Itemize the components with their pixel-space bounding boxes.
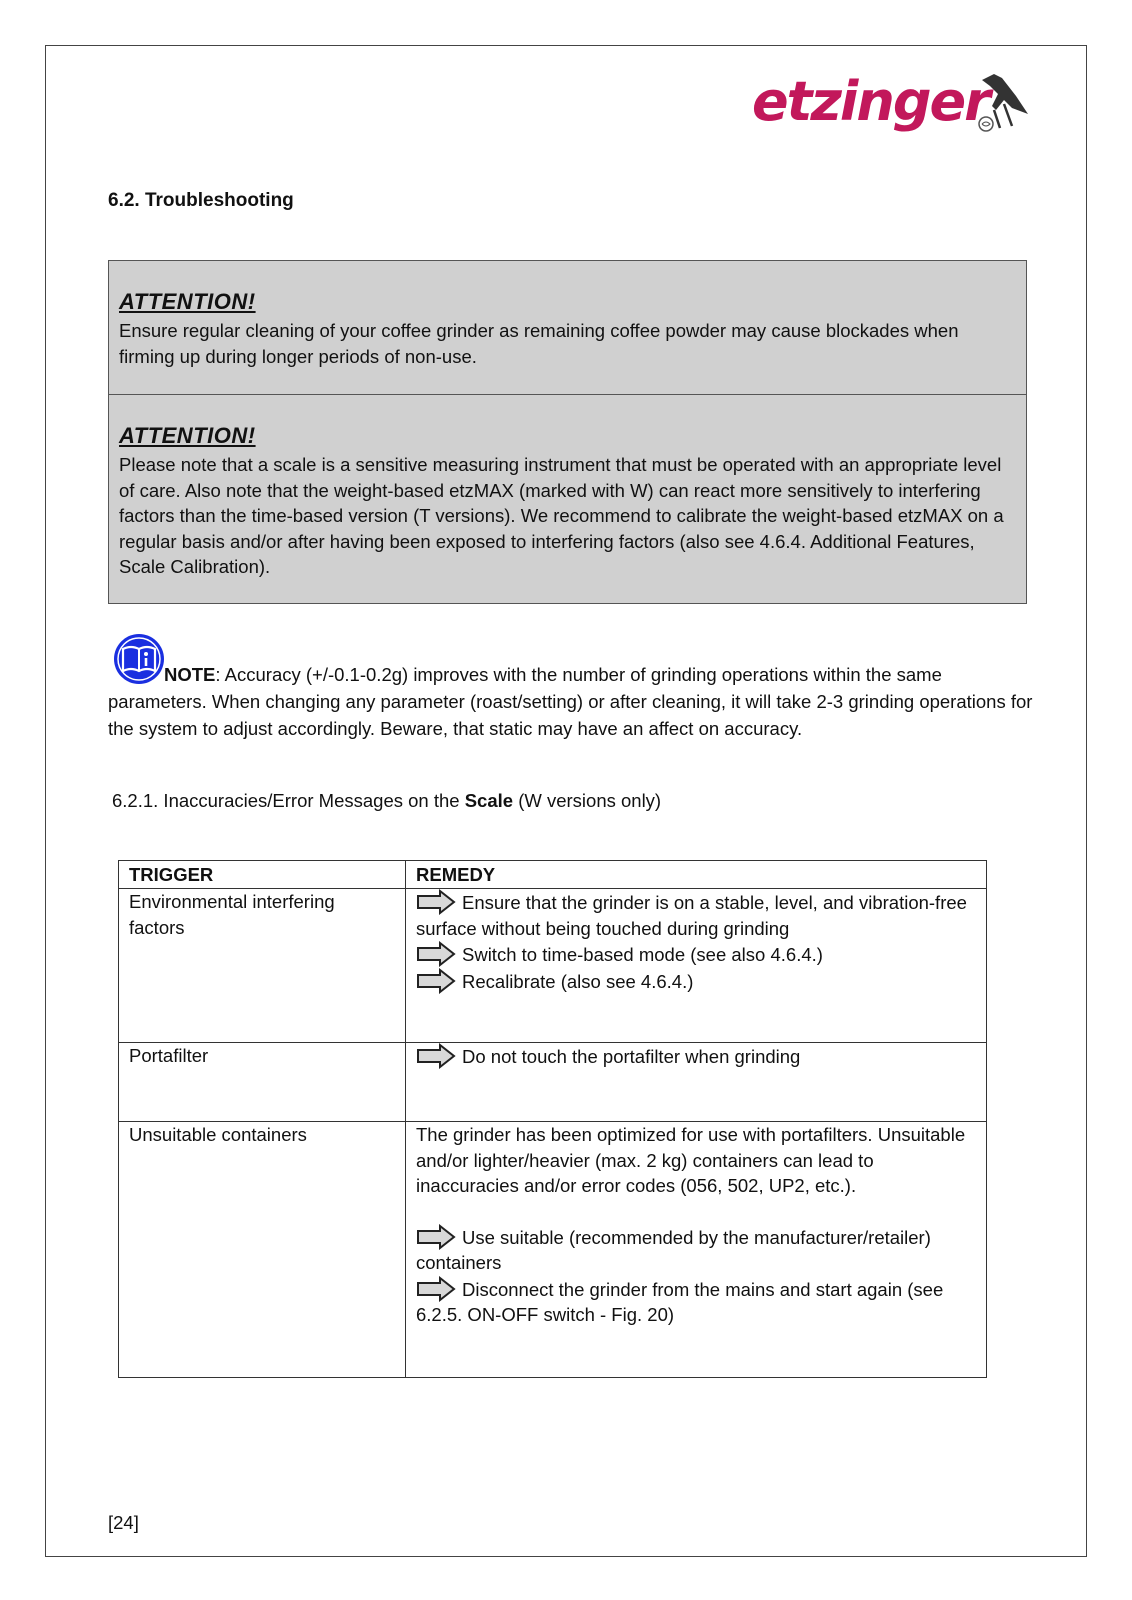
remedy-cell bbox=[406, 1043, 987, 1122]
note-text: : Accuracy (+/-0.1-0.2g) improves with the number of grinding operations within the same bbox=[215, 664, 942, 685]
table-row bbox=[119, 1043, 987, 1122]
info-book-icon bbox=[113, 633, 165, 685]
remedy-intro: The grinder has been optimized for use with portafilters. Unsuitable and/or lighter/heavier (max. 2 kg) containers can lead to inaccuracies and/or error codes (056, 502, UP2, etc.). bbox=[416, 1124, 966, 1196]
attention-text: Ensure regular cleaning of your coffee grinder as remaining coffee powder may cause blockades when firming up during longer periods of non-use. bbox=[119, 320, 959, 367]
attention-box bbox=[108, 394, 1027, 604]
remedy-item: Do not touch the portafilter when grinding bbox=[416, 1043, 976, 1070]
subsection-heading bbox=[112, 790, 661, 812]
attention-box bbox=[108, 260, 1027, 395]
trigger-cell: Portafilter bbox=[119, 1043, 406, 1122]
header-remedy: REMEDY bbox=[406, 861, 987, 889]
note-text-continued: parameters. When changing any parameter (roast/setting) or after cleaning, it will take 2-3 grinding operations for the system to adjust accordingly. Beware, that static may have an affect on accuracy. bbox=[108, 691, 1033, 739]
section-title: 6.2. Troubleshooting bbox=[108, 190, 294, 211]
remedy-item: Use suitable (recommended by the manufacturer/retailer) containers bbox=[416, 1224, 976, 1276]
table-row bbox=[119, 889, 987, 1043]
remedy-item: Recalibrate (also see 4.6.4.) bbox=[416, 968, 976, 995]
table-row bbox=[119, 1122, 987, 1378]
arrow-right-icon bbox=[416, 941, 456, 967]
troubleshooting-table bbox=[118, 860, 987, 1378]
header-trigger: TRIGGER bbox=[119, 861, 406, 889]
remedy-cell bbox=[406, 1122, 987, 1378]
attention-text: Please note that a scale is a sensitive measuring instrument that must be operated with an appropriate level of care. Also note that the weight-based etzMAX (marked with W) can react more sensitively to interfering factors than the time-based version (T versions). We recommend to calibrate the weight-based etzMAX on a regular basis and/or after having been exposed to interfering factors (also see 4.6.4. Additional Features, Scale Calibration). bbox=[119, 454, 1004, 577]
remedy-cell bbox=[406, 889, 987, 1043]
brand-logo bbox=[752, 72, 1027, 140]
remedy-item: Disconnect the grinder from the mains and start again (see 6.2.5. ON-OFF switch - Fig. 20) bbox=[416, 1276, 976, 1328]
note-label: NOTE bbox=[164, 664, 216, 685]
table-header-row bbox=[119, 861, 987, 889]
trigger-cell: Unsuitable containers bbox=[119, 1122, 406, 1378]
arrow-right-icon bbox=[416, 968, 456, 994]
subsection-suffix: (W versions only) bbox=[513, 790, 662, 811]
remedy-item: Ensure that the grinder is on a stable, level, and vibration-free surface without being touched during grinding bbox=[416, 889, 976, 941]
remedy-item: Switch to time-based mode (see also 4.6.4.) bbox=[416, 941, 976, 968]
subsection-prefix: 6.2.1. Inaccuracies/Error Messages on the bbox=[112, 790, 465, 811]
page-number: [24] bbox=[108, 1512, 139, 1533]
trigger-cell: Environmental interfering factors bbox=[119, 889, 406, 1043]
arrow-right-icon bbox=[416, 889, 456, 915]
bird-icon bbox=[972, 70, 1030, 142]
note-block bbox=[108, 633, 1038, 742]
arrow-right-icon bbox=[416, 1043, 456, 1069]
attention-title: ATTENTION! bbox=[119, 423, 256, 448]
arrow-right-icon bbox=[416, 1224, 456, 1250]
arrow-right-icon bbox=[416, 1276, 456, 1302]
subsection-bold: Scale bbox=[464, 790, 514, 811]
brand-logo-text: etzinger bbox=[752, 70, 989, 133]
attention-title: ATTENTION! bbox=[119, 289, 256, 314]
